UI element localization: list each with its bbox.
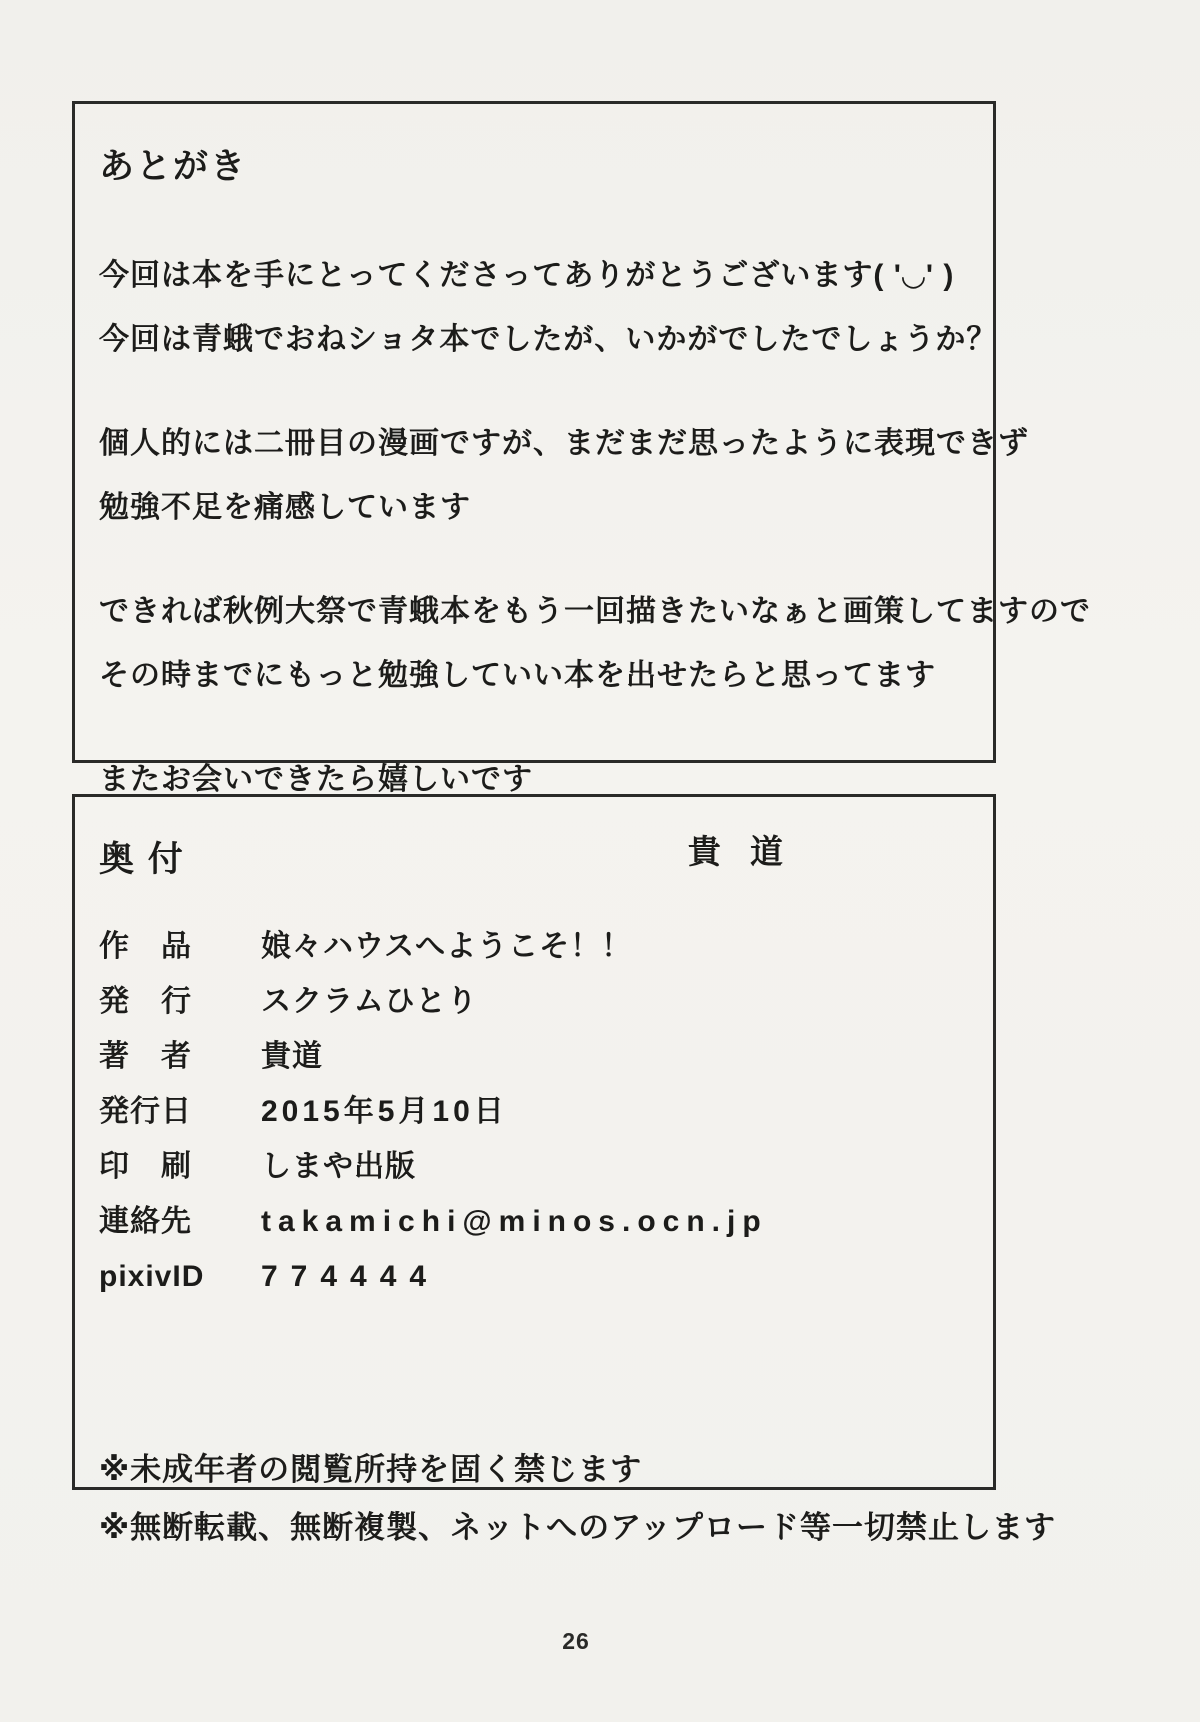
row-value: スクラムひとり: [261, 985, 478, 1018]
row-label: 著 者: [99, 1040, 192, 1073]
author-signature: 貴 道: [687, 833, 793, 870]
afterword-title: あとがき: [99, 147, 248, 186]
colophon-row-work: [99, 931, 993, 963]
afterword-paragraph: [99, 580, 1091, 708]
afterword-line: 個人的には二冊目の漫画ですが、まだまだ思ったように表現できず: [99, 427, 1029, 460]
afterword-line: 勉強不足を痛感しています: [99, 491, 471, 524]
colophon-box: [72, 794, 1056, 1545]
row-value: 774444: [261, 1260, 440, 1293]
row-label: 作 品: [99, 930, 192, 963]
row-label: pixivID: [99, 1260, 205, 1293]
row-label: 印 刷: [99, 1150, 192, 1183]
afterword-line: またお会いできたら嬉しいです: [99, 763, 533, 796]
row-value: 貴道: [261, 1040, 323, 1073]
notice-line: ※無断転載、無断複製、ネットへのアップロード等一切禁止します: [99, 1510, 1056, 1545]
row-value: 2015年5月10日: [261, 1095, 508, 1128]
colophon-rows: [99, 931, 993, 1293]
colophon-row-circle: [99, 986, 993, 1018]
afterword-paragraph: [99, 244, 998, 372]
afterword-line: その時までにもっと勉強していい本を出せたらと思ってます: [99, 659, 936, 692]
colophon-row-printer: [99, 1151, 993, 1183]
row-label: 発 行: [99, 985, 192, 1018]
afterword-line: 今回は青蛾でおねショタ本でしたが、いかがでしたでしょうか？: [99, 323, 998, 356]
row-label: 発行日: [99, 1095, 192, 1128]
colophon-row-contact: [99, 1206, 993, 1238]
notice-line: ※未成年者の閲覧所持を固く禁じます: [99, 1452, 643, 1487]
afterword-paragraph: [99, 412, 1029, 540]
afterword-line: できれば秋例大祭で青蛾本をもう一回描きたいなぁと画策してますので: [99, 595, 1091, 628]
page-number: 26: [562, 1628, 590, 1654]
colophon-row-publish-date: [99, 1096, 993, 1128]
colophon-title: 奥 付: [99, 840, 185, 879]
legal-notices: [99, 1452, 1056, 1545]
row-value: 娘々ハウスへようこそ！！: [261, 930, 633, 963]
afterword-line: 今回は本を手にとってくださってありがとうございます( '◡' ): [99, 259, 955, 292]
row-value contact-email: takamichi@minos.ocn.jp: [261, 1205, 768, 1238]
row-label: 連絡先: [99, 1205, 192, 1238]
colophon-row-pixiv-id: [99, 1261, 993, 1293]
row-value: しまや出版: [261, 1150, 416, 1183]
colophon-row-author: [99, 1041, 993, 1073]
